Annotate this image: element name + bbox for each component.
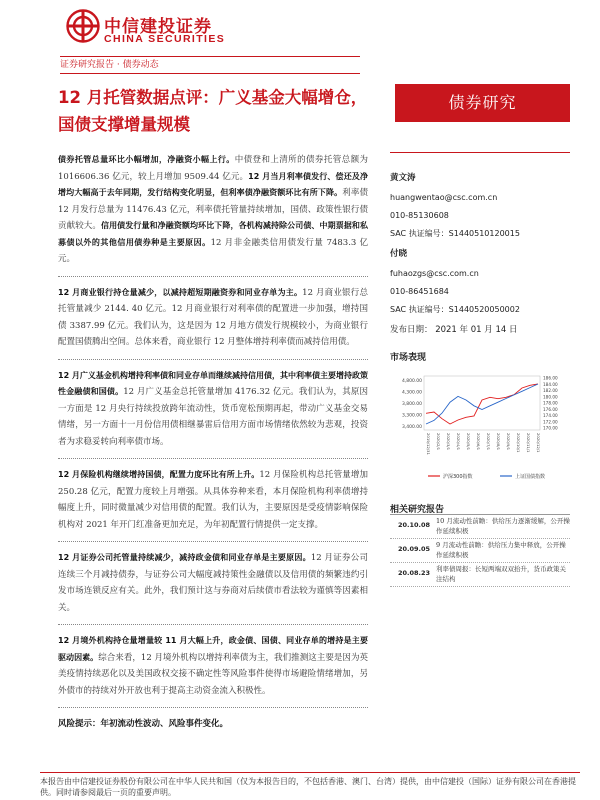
paragraph-commercial-banks [58,285,368,360]
para-6-lead: 12 月境外机构持仓量增量较 11 月大幅上升，政金债、国债、同业存单的增持是主要驱动因素。 [58,636,368,662]
para-3-text: 12 月广义基金总托管量增加 4176.32 亿元。我们认为，其原因一方面是 12 月央行持续投放跨年流动性，货币宽松预期再起，带动广义基金交易情绪，另一方面十一月份信用债相继暴雷后信用方面市场情绪依然较为悲观，投资者为求稳妥转向利率债市场。 [58,387,368,447]
x-tick-label: 2020/3/1 [446,433,451,451]
y-right-tick-label: 172.00 [543,419,558,425]
related-date: 20.09.05 [398,545,431,553]
para-1-lead-3: 信用债发行量和净融资额均环比下降，各机构减持除公司债、中期票据和私募债以外的其他信用债券种是主要原因。 [58,221,368,247]
footer-disclaimer: 本报告由中信建投证券股份有限公司在中华人民共和国（仅为本报告目的，不包括香港、澳门、台湾）提供，由中信建投（国际）证券有限公司在香港提供。同时请参阅最后一页的重要声明。 [40,772,580,798]
market-title: 市场表现 [390,353,427,363]
y-right-tick-label: 178.00 [543,400,558,406]
y-left-tick-label: 3,400.00 [401,425,422,430]
report-tag [60,56,360,74]
analyst-1-email[interactable]: huangwentao@csc.com.cn [390,193,498,202]
series-line-2 [426,384,538,424]
para-6-text: 综合来看，12 月境外机构以增持利率债为主，我们推测这主要是因为英美疫情持续恶化以及美国政权交接不确定性等风险事件使得市场避险情绪增加，另外债市的持续对外开放也利于提高主动资金流入积极性。 [58,652,368,696]
brand-logo [66,9,226,47]
analyst-2-sac: SAC 执证编号：S1440520050002 [390,305,520,314]
y-right-tick-label: 170.00 [543,425,558,431]
brand-emblem-icon [66,9,100,43]
y-right-tick-label: 180.00 [543,394,558,400]
y-right-tick-label: 184.00 [543,381,558,387]
brand-name-cn: 中信建投证券 [104,17,212,37]
x-tick-label: 2020/6/1 [476,433,481,451]
report-body [58,152,368,744]
related-item[interactable] [390,515,570,539]
analyst-2-phone: 010-86451684 [390,287,449,296]
paragraph-securities-firms [58,550,368,625]
publish-date: 发布日期： 2021 年 01 月 14 日 [390,325,518,335]
related-list [390,514,570,587]
y-right-tick-label: 186.00 [543,375,558,381]
related-text: 9 月流动性前瞻：供给压力集中释放，公开操作延续积极 [436,541,566,559]
x-tick-label: 2020/11/1 [526,433,531,453]
analyst-2-email[interactable]: fuhaozgs@csc.com.cn [390,269,479,278]
paragraph-summary [58,152,368,277]
x-tick-label: 2020/7/1 [486,433,491,451]
para-1-text: 中债登和上清所的债券托管总额为 1016606.36 亿元，较上月增加 9509.44 亿元。 [58,155,368,182]
sidebar-divider [390,152,570,153]
para-1-text-3: 12 月非金融类信用债发行量 7483.3 亿元。 [58,237,368,264]
para-5-text: 12 月证券公司连续三个月减持债券，与证券公司大幅度减持策性金融债以及信用债的频繁违约引发市场连锁反应有关。此外，我们预计这与券商对后续债市看法较为谨慎等因素相关。 [58,553,368,613]
related-date: 20.08.23 [398,569,431,577]
x-tick-label: 2020/2/1 [436,433,441,451]
related-text: 10 月流动性前瞻：供给压力逐渐缓解，公开操作延续积极 [436,517,570,535]
risk-warning: 风险提示：年初流动性波动、风险事件变化。 [58,719,229,729]
paragraph-broad-funds [58,368,368,460]
related-item[interactable] [390,563,570,587]
para-2-lead: 12 月商业银行持仓量减少，以减持超短期融资券和同业存单为主。 [58,287,303,297]
related-date: 20.10.08 [398,521,431,529]
y-right-tick-label: 174.00 [543,413,558,418]
analyst-1-phone: 010-85130608 [390,211,449,220]
x-tick-label: 2020/4/1 [456,433,461,451]
y-right-tick-label: 182.00 [543,388,558,393]
x-tick-label: 2020/12/1 [536,433,541,453]
x-tick-label: 2020/10/1 [516,433,521,453]
sidebar [390,152,570,335]
report-tag-text: 证券研究报告 · 债券动态 [60,60,159,70]
x-tick-label: 2020/9/1 [506,433,511,451]
legend-label: 沪深300指数 [443,473,473,480]
para-3-lead: 12 月广义基金机构增持利率债和同业存单而继续减持信用债，其中利率债主要增持政策性金融债和国债。 [58,370,368,396]
paragraph-insurance [58,467,368,542]
y-left-tick-label: 4,800.00 [401,379,422,384]
para-4-text: 12 月保险机构总托管量增加 250.28 亿元，配置力度较上月增强。从具体券种来看，本月保险机构利率债增持幅度上升，同时微量减少对信用债的配置。我们认为，主要原因是受疫情影响保险机构对 2021 年开门红准备更加充足，为年初配置行情提供一定支撑。 [58,470,368,530]
analyst-1-sac: SAC 执证编号：S1440510120015 [390,229,520,238]
analyst-2-name: 付晓 [390,249,408,259]
series-line-1 [426,384,538,424]
y-right-tick-label: 176.00 [543,406,558,412]
report-title: 12 月托管数据点评：广义基金大幅增仓，国债支撑增量规模 [58,88,368,134]
brand-name-en: CHINA SECURITIES [104,33,226,45]
y-left-tick-label: 4,300.00 [401,390,422,396]
para-4-lead: 12 月保险机构继续增持国债，配置力度环比有所上升。 [58,470,260,479]
market-chart [390,368,570,486]
legend-label: 上证国债指数 [515,473,546,480]
related-item[interactable] [390,539,570,563]
related-title: 相关研究报告 [390,505,445,515]
para-2-text: 12 月商业银行总托管量减少 2144. 40 亿元。12 月商业银行对利率债的配置进一步加强，增持国债 3387.99 亿元。我们认为，这是因为 12 月地方债发行规模较小，为商业银行配置国债腾出空间。总体来看，商业银行 12 月整体增持利率债而减持信用债。 [58,287,368,347]
analyst-1-name: 黄文涛 [390,173,416,183]
related-text: 利率债周报：长短两端双双抬升，货币政策关注结构 [436,565,566,583]
x-tick-label: 2019/12/31 [426,433,431,455]
para-5-lead: 12 月证券公司托管量持续减少，减持政金债和同业存单是主要原因。 [58,553,311,562]
para-1-text-2: 利率债 12 月发行总量为 11476.43 亿元，利率债托管量持续增加，国债、政策性银行债贡献较大。 [58,188,368,231]
analyst-1 [390,171,570,243]
x-tick-label: 2020/8/1 [496,433,501,451]
para-1-lead-2: 12 月当月利率债发行、偿还及净增均大幅高于去年同期，发行结构变化明显，但利率债净融资额环比有所下降。 [58,171,368,197]
para-1-lead: 债券托管总量环比小幅增加，净融资小幅上行。 [58,155,235,164]
section-banner: 债券研究 [395,84,570,122]
paragraph-foreign-institutions [58,633,368,708]
y-left-tick-label: 3,300.00 [401,413,422,419]
x-tick-label: 2020/5/1 [466,433,471,451]
y-left-tick-label: 3,800.00 [401,402,422,407]
plot-frame [424,376,540,430]
analyst-2 [390,247,570,319]
